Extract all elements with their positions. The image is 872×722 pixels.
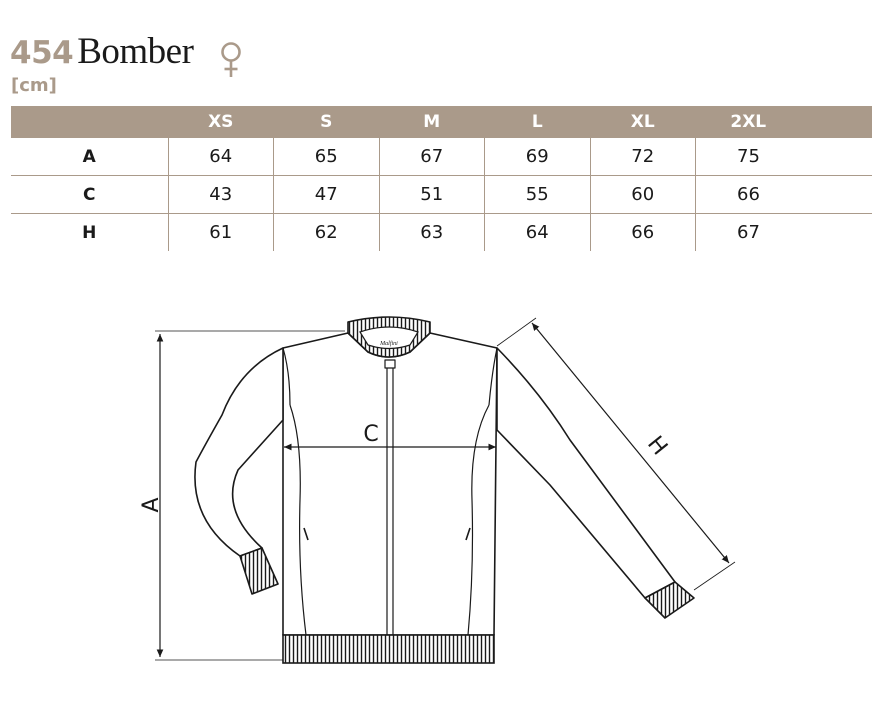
table-cell: 66	[590, 214, 696, 252]
size-header-row	[11, 106, 872, 138]
size-header: 2XL	[696, 106, 802, 138]
table-cell: 64	[485, 214, 591, 252]
table-spacer-cell	[801, 214, 872, 252]
jacket-outline	[195, 333, 675, 636]
waistband-rib	[283, 635, 494, 663]
product-code: 454	[10, 35, 74, 71]
table-cell: 55	[485, 176, 591, 214]
table-spacer-cell	[801, 176, 872, 214]
measure-h-label: H	[642, 431, 672, 461]
table-cell: 63	[379, 214, 485, 252]
size-table	[11, 106, 872, 251]
unit-label: [cm]	[11, 75, 57, 96]
jacket-measurement-diagram	[0, 290, 872, 720]
table-cell: 75	[696, 138, 802, 176]
table-cell: 60	[590, 176, 696, 214]
table-cell: 67	[379, 138, 485, 176]
table-spacer-cell	[801, 138, 872, 176]
measure-a-label: A	[139, 497, 164, 513]
size-header: XS	[168, 106, 274, 138]
table-cell: 61	[168, 214, 274, 252]
table-cell: 51	[379, 176, 485, 214]
table-cell: 72	[590, 138, 696, 176]
table-cell: 47	[274, 176, 380, 214]
table-cell: 69	[485, 138, 591, 176]
table-cell: 65	[274, 138, 380, 176]
table-row	[11, 214, 872, 252]
size-header: M	[379, 106, 485, 138]
product-name: Bomber	[77, 31, 194, 72]
row-label: C	[11, 176, 168, 214]
table-row	[11, 176, 872, 214]
label-logo: Malfini	[380, 341, 398, 347]
table-cell: 43	[168, 176, 274, 214]
female-symbol-icon	[219, 40, 243, 80]
size-header: L	[485, 106, 591, 138]
size-header: XL	[590, 106, 696, 138]
table-row	[11, 138, 872, 176]
table-cell: 67	[696, 214, 802, 252]
product-title	[10, 30, 193, 74]
header-spacer	[801, 106, 872, 138]
row-label: H	[82, 222, 97, 243]
left-cuff-rib	[240, 548, 278, 594]
size-header: S	[274, 106, 380, 138]
row-label: A	[11, 138, 168, 176]
table-cell: 66	[696, 176, 802, 214]
header-corner	[11, 106, 168, 138]
table-cell: 64	[168, 138, 274, 176]
measure-c-label: C	[363, 422, 379, 447]
table-cell: 62	[274, 214, 380, 252]
